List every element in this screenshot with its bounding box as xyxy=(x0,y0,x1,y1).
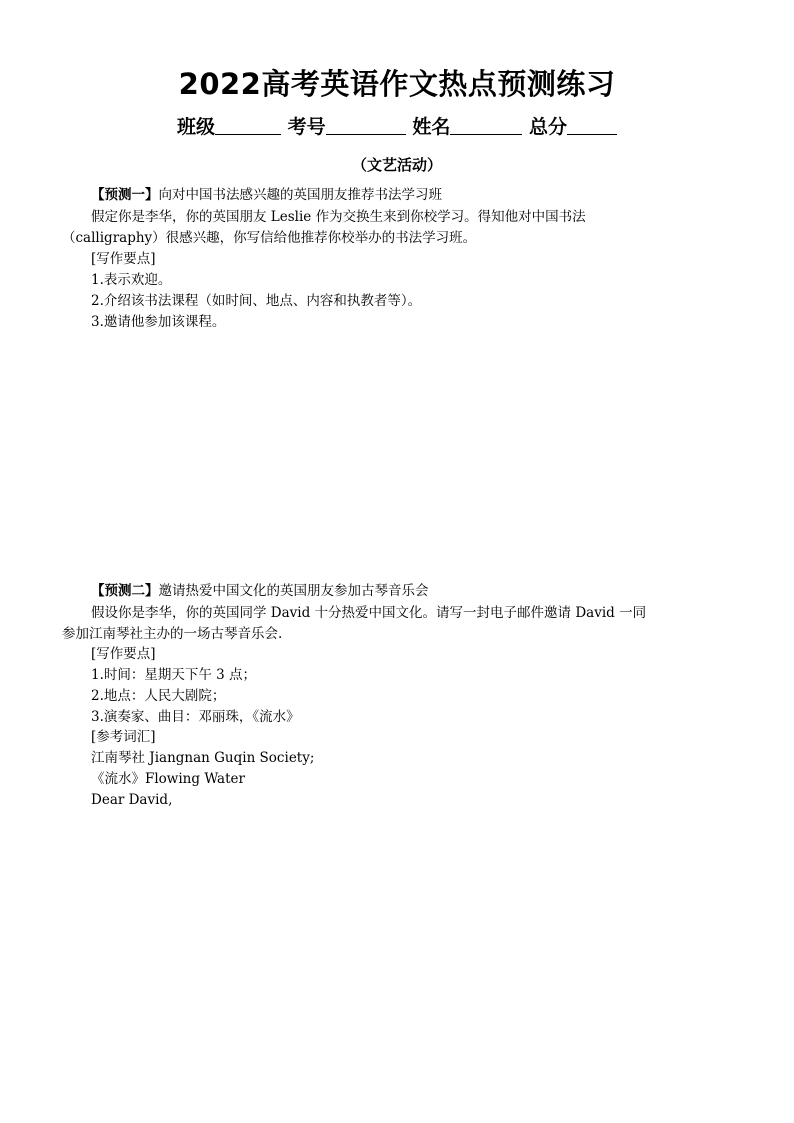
task2-point: 2.地点：人民大剧院； xyxy=(91,688,226,704)
task2-vocab-label: [参考词汇] xyxy=(91,729,156,745)
class-blank xyxy=(215,116,281,135)
task2-paragraph-line1: 假设你是李华，你的英国同学 David 十分热爱中国文化。请写一封电子邮件邀请 David 一同 xyxy=(91,605,647,621)
score-label: 总分 xyxy=(528,116,567,138)
name-blank xyxy=(450,116,522,135)
task2-heading-text: 邀请热爱中国文化的英国朋友参加古琴音乐会 xyxy=(158,583,429,599)
task1-point: 3.邀请他参加该课程。 xyxy=(91,314,226,330)
task1-point: 1.表示欢迎。 xyxy=(91,272,172,288)
task1-paragraph-line2: （calligraphy）很感兴趣，你写信给他推荐你校举办的书法学习班。 xyxy=(62,230,477,246)
task2-heading xyxy=(91,581,429,601)
task2-paragraph-line2: 参加江南琴社主办的一场古琴音乐会. xyxy=(62,626,283,642)
section-subtitle: （文艺活动） xyxy=(351,156,442,174)
task1-heading xyxy=(91,185,442,205)
score-blank xyxy=(567,116,617,135)
task1-point: 2.介绍该书法课程（如时间、地点、内容和执教者等）。 xyxy=(91,293,422,309)
task1-heading-text: 向对中国书法感兴趣的英国朋友推荐书法学习班 xyxy=(158,187,442,203)
task2-point: 3.演奏家、曲目：邓丽珠，《流水》 xyxy=(91,709,300,725)
task2-vocab-item: 江南琴社 Jiangnan Guqin Society; xyxy=(91,750,315,766)
task2-tag: 【预测二】 xyxy=(91,583,159,599)
class-label: 班级 xyxy=(177,116,216,138)
task2-point: 1.时间：星期天下午 3 点； xyxy=(91,667,257,683)
task1-tag: 【预测一】 xyxy=(91,187,159,203)
name-label: 姓名 xyxy=(412,116,451,138)
task1-points-label: [写作要点] xyxy=(91,251,156,267)
student-info-line xyxy=(0,112,794,139)
task2-vocab-item: 《流水》Flowing Water xyxy=(91,771,245,787)
exam-no-label: 考号 xyxy=(287,116,326,138)
page-title: 2022高考英语作文热点预测练习 xyxy=(178,67,616,101)
exam-no-blank xyxy=(326,116,406,135)
task2-points-label: [写作要点] xyxy=(91,646,156,662)
task1-paragraph-line1: 假定你是李华，你的英国朋友 Leslie 作为交换生来到你校学习。得知他对中国书法 xyxy=(91,209,586,225)
task2-greeting: Dear David, xyxy=(91,792,173,808)
